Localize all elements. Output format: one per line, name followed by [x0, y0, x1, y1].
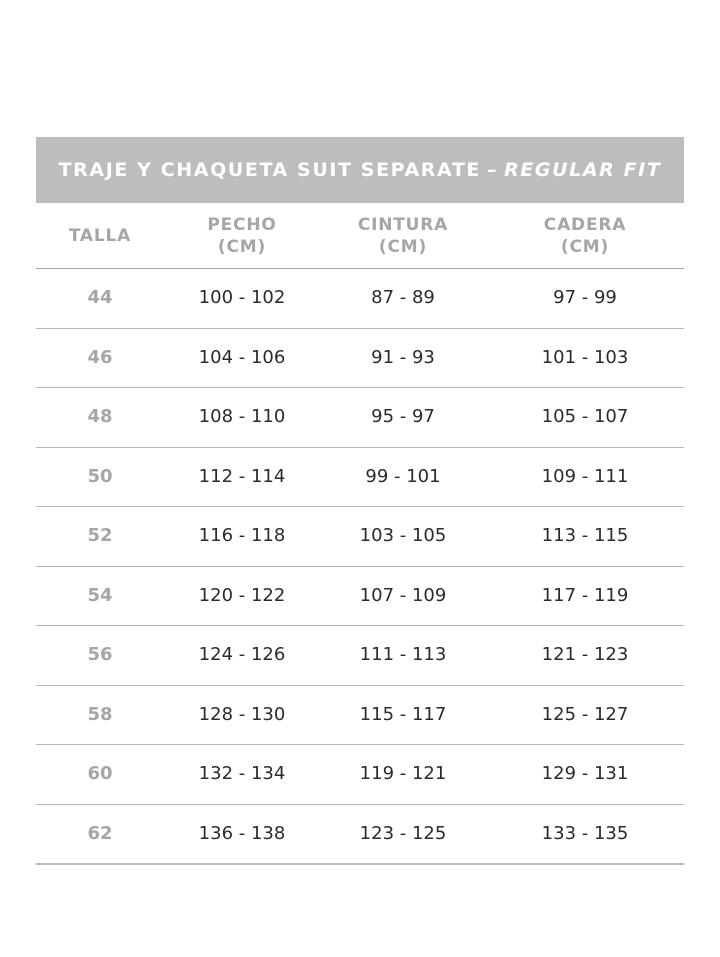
table-row	[36, 448, 684, 508]
chest-cell: 112 - 114	[198, 465, 286, 487]
size-cell: 62	[87, 822, 113, 844]
size-cell: 46	[87, 346, 113, 368]
hip-cell: 109 - 111	[541, 465, 629, 487]
waist-cell: 95 - 97	[371, 406, 435, 428]
table-row	[36, 567, 684, 627]
table-row	[36, 626, 684, 686]
header-pecho	[164, 214, 320, 258]
table-row	[36, 507, 684, 567]
size-cell: 56	[87, 644, 113, 666]
header-cadera-label: CADERA	[543, 214, 627, 235]
size-cell: 50	[87, 465, 113, 487]
fit-label: REGULAR FIT	[504, 159, 662, 181]
header-pecho-label: PECHO	[207, 214, 277, 235]
table-row	[36, 329, 684, 389]
chest-cell: 104 - 106	[198, 346, 286, 368]
hip-cell: 97 - 99	[553, 287, 617, 309]
header-cintura	[320, 214, 486, 258]
table-row	[36, 745, 684, 805]
hip-cell: 105 - 107	[541, 406, 629, 428]
waist-cell: 87 - 89	[371, 287, 435, 309]
hip-cell: 101 - 103	[541, 346, 629, 368]
table-title: TRAJE Y CHAQUETA SUIT SEPARATE	[58, 159, 481, 181]
header-talla	[36, 225, 164, 247]
chest-cell: 128 - 130	[198, 703, 286, 725]
waist-cell: 119 - 121	[359, 763, 447, 785]
waist-cell: 123 - 125	[359, 822, 447, 844]
header-talla-label: TALLA	[68, 225, 132, 246]
header-row	[36, 203, 684, 269]
chest-cell: 100 - 102	[198, 287, 286, 309]
hip-cell: 113 - 115	[541, 525, 629, 547]
hip-cell: 121 - 123	[541, 644, 629, 666]
chest-cell: 132 - 134	[198, 763, 286, 785]
header-cadera	[486, 214, 684, 258]
waist-cell: 111 - 113	[359, 644, 447, 666]
size-cell: 54	[87, 584, 113, 606]
waist-cell: 91 - 93	[371, 346, 435, 368]
table-row	[36, 269, 684, 329]
waist-cell: 107 - 109	[359, 584, 447, 606]
size-cell: 44	[87, 287, 113, 309]
size-cell: 60	[87, 763, 113, 785]
hip-cell: 125 - 127	[541, 703, 629, 725]
table-row	[36, 388, 684, 448]
hip-cell: 133 - 135	[541, 822, 629, 844]
chest-cell: 120 - 122	[198, 584, 286, 606]
hip-cell: 117 - 119	[541, 584, 629, 606]
chest-cell: 108 - 110	[198, 406, 286, 428]
chest-cell: 124 - 126	[198, 644, 286, 666]
waist-cell: 99 - 101	[365, 465, 441, 487]
hip-cell: 129 - 131	[541, 763, 629, 785]
size-cell: 58	[87, 703, 113, 725]
header-cadera-unit: (CM)	[560, 236, 610, 257]
table-title-bar	[36, 137, 684, 203]
size-cell: 48	[87, 406, 113, 428]
size-chart	[36, 137, 684, 865]
table-row	[36, 686, 684, 746]
chest-cell: 116 - 118	[198, 525, 286, 547]
title-separator: –	[486, 159, 499, 181]
header-cintura-label: CINTURA	[357, 214, 449, 235]
waist-cell: 115 - 117	[359, 703, 447, 725]
header-cintura-unit: (CM)	[378, 236, 428, 257]
chest-cell: 136 - 138	[198, 822, 286, 844]
waist-cell: 103 - 105	[359, 525, 447, 547]
table-row	[36, 805, 684, 866]
header-pecho-unit: (CM)	[217, 236, 267, 257]
size-cell: 52	[87, 525, 113, 547]
